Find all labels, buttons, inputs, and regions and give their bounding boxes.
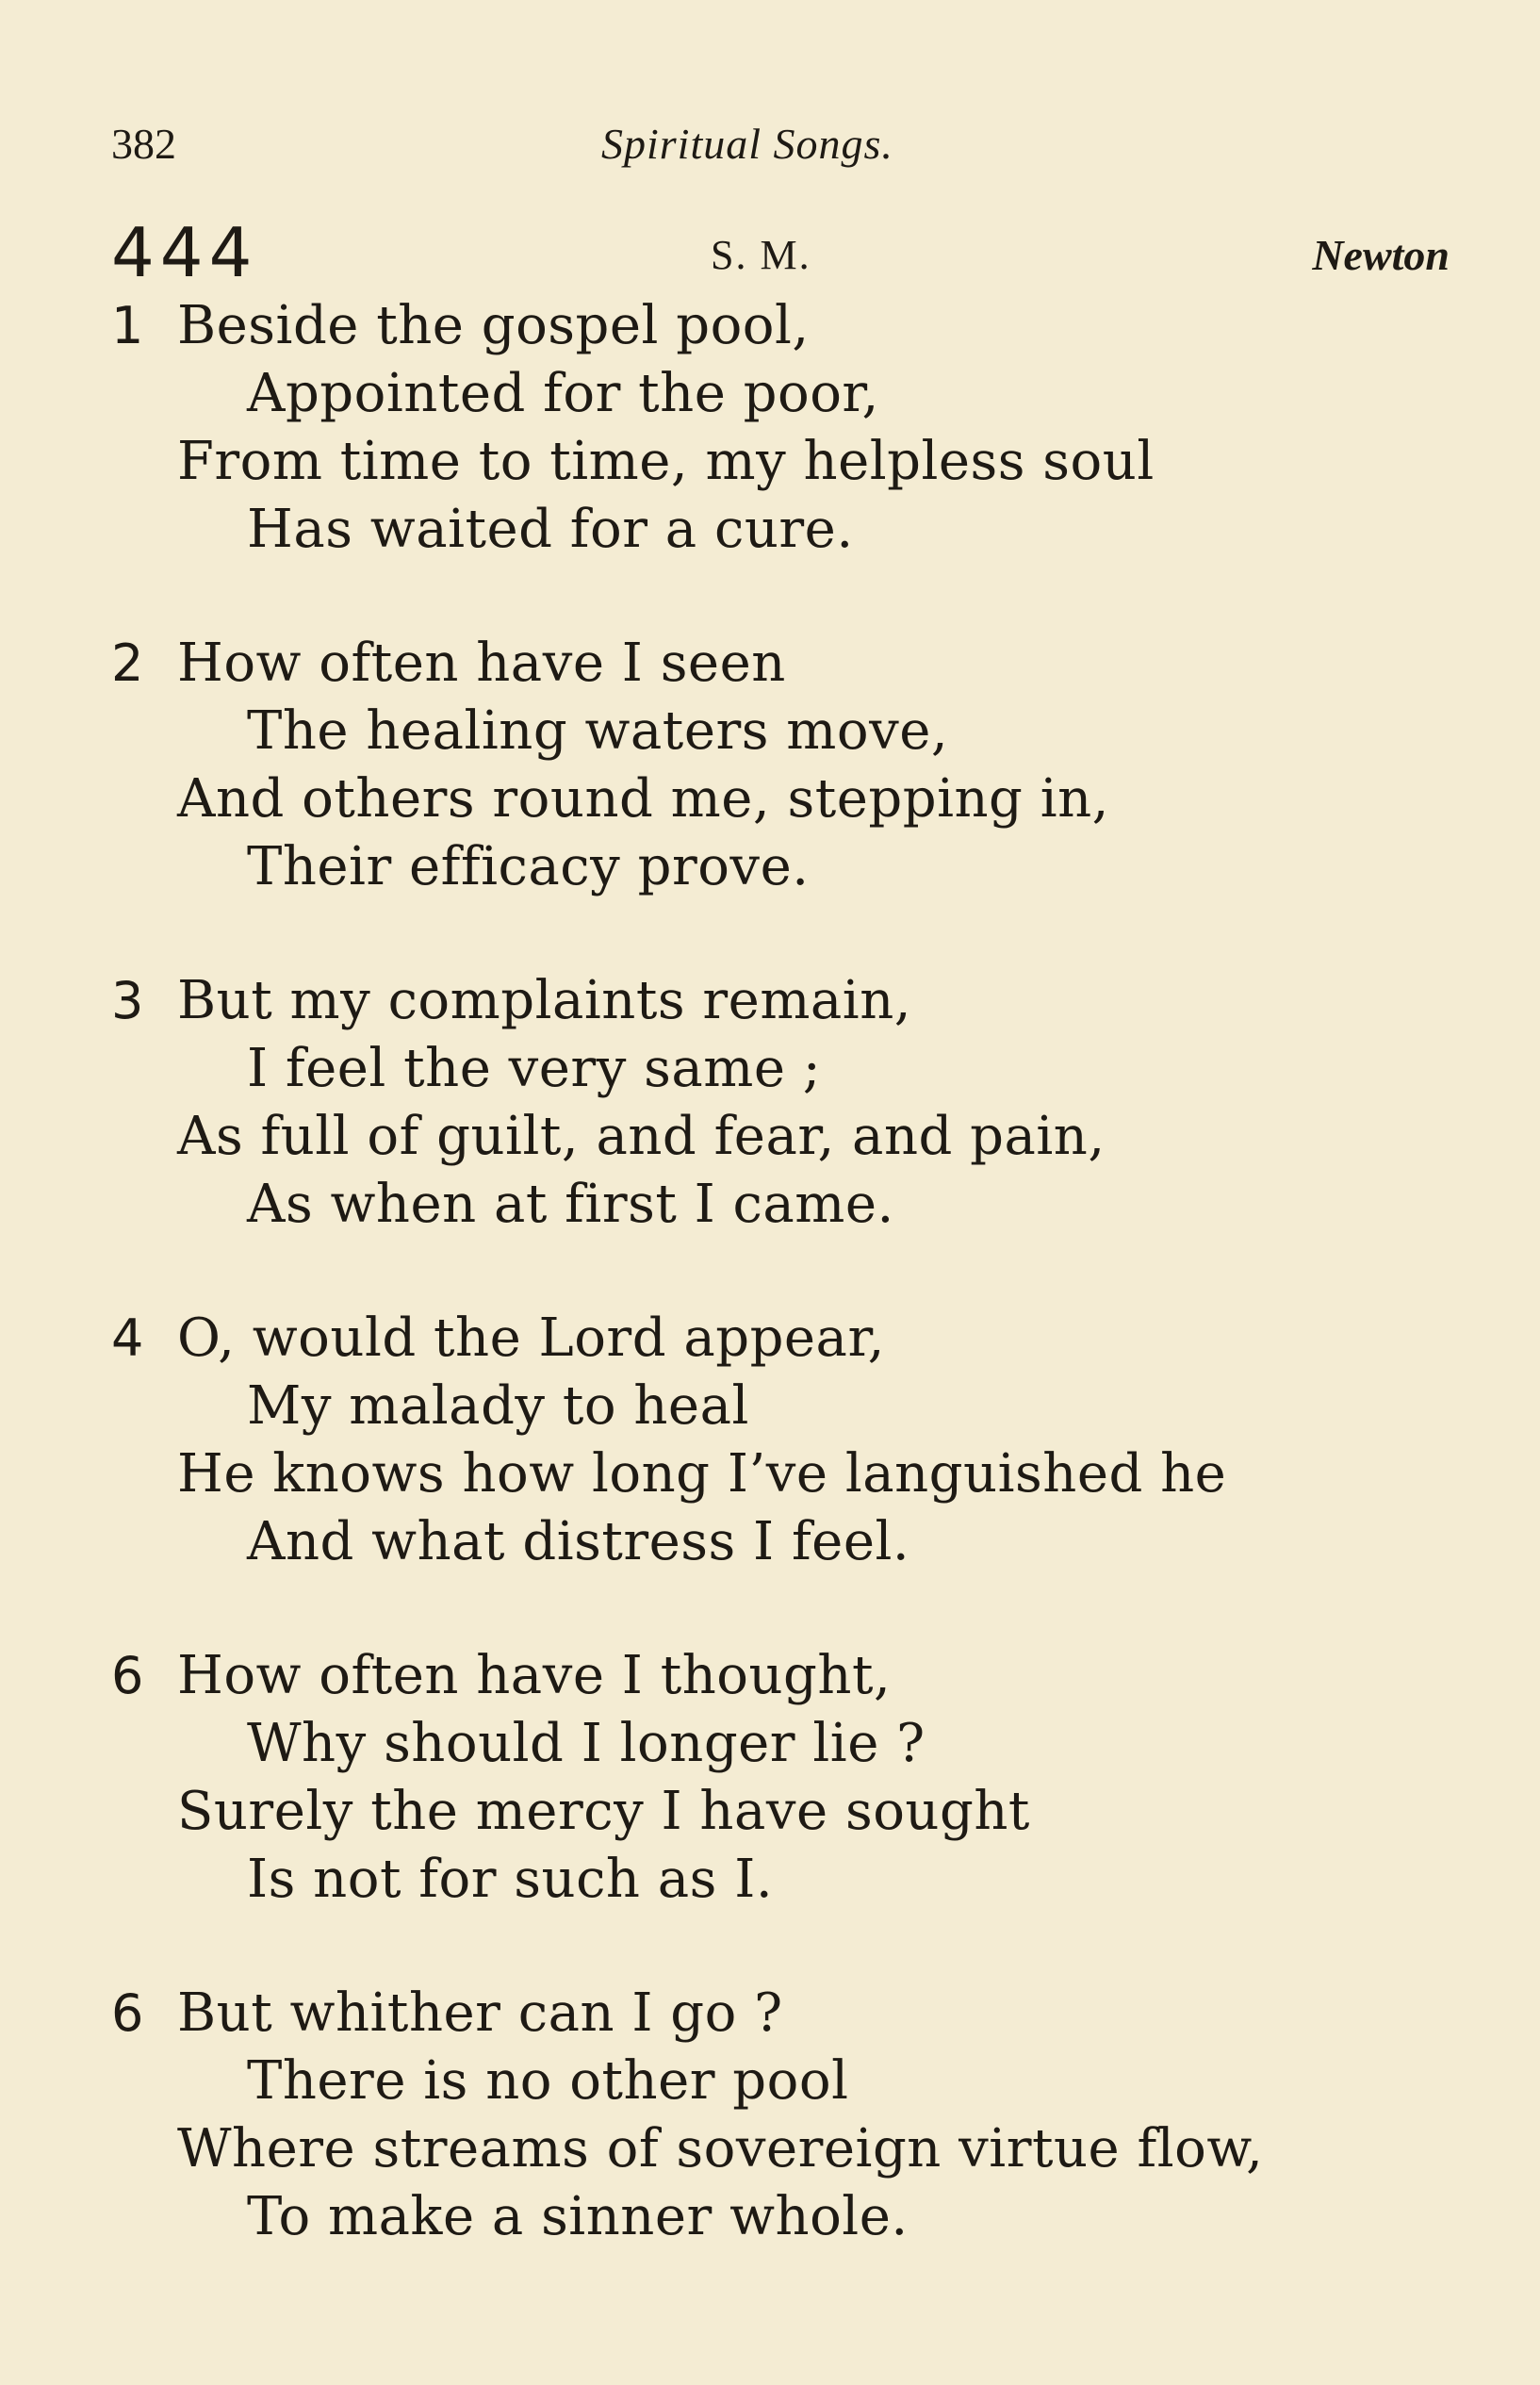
verse-line: Has waited for a cure. bbox=[247, 499, 854, 560]
verse-line: He knows how long I’ve languished he bbox=[177, 1443, 1227, 1505]
hymn-header bbox=[111, 215, 1450, 290]
verse-line: To make a sinner whole. bbox=[247, 2186, 909, 2247]
hymn-number: 444 bbox=[111, 213, 258, 292]
verse bbox=[111, 1305, 1450, 1574]
verse-line: And what distress I feel. bbox=[247, 1511, 910, 1572]
verse-number: 4 bbox=[111, 1308, 144, 1368]
verse bbox=[111, 292, 1450, 562]
verse-line: Why should I longer lie ? bbox=[247, 1713, 926, 1774]
verse-number: 1 bbox=[111, 296, 144, 355]
verse-number: 6 bbox=[111, 1646, 144, 1705]
verse-line: And others round me, stepping in, bbox=[177, 768, 1109, 830]
hymn-author: Newton bbox=[1312, 231, 1450, 279]
verses bbox=[111, 292, 1450, 2317]
verse-number: 3 bbox=[111, 971, 144, 1030]
verse-line: But whither can I go ? bbox=[177, 1982, 783, 2044]
verse-line: My malady to heal bbox=[247, 1375, 749, 1437]
verse-number: 6 bbox=[111, 1983, 144, 2043]
verse-line: Is not for such as I. bbox=[247, 1849, 774, 1910]
verse-line: Beside the gospel pool, bbox=[177, 295, 810, 356]
verse-line: How often have I seen bbox=[177, 633, 786, 694]
verse-line: There is no other pool bbox=[247, 2050, 849, 2112]
verse bbox=[111, 1642, 1450, 1912]
hymn-meter: S. M. bbox=[711, 232, 811, 278]
verse-line: As full of guilt, and fear, and pain, bbox=[177, 1106, 1106, 1167]
verse-line: How often have I thought, bbox=[177, 1645, 892, 1706]
verse-line: Their efficacy prove. bbox=[247, 836, 810, 897]
verse-line: I feel the very same ; bbox=[247, 1038, 822, 1099]
verse bbox=[111, 1980, 1450, 2249]
verse-line: Where streams of sovereign virtue flow, bbox=[177, 2118, 1264, 2179]
verse-number: 2 bbox=[111, 633, 144, 693]
verse bbox=[111, 630, 1450, 899]
verse-line: From time to time, my helpless soul bbox=[177, 431, 1155, 492]
page-number: 382 bbox=[111, 120, 176, 168]
verse-line: But my complaints remain, bbox=[177, 970, 912, 1031]
verse-line: As when at first I came. bbox=[247, 1174, 894, 1235]
running-head bbox=[111, 111, 1450, 177]
verse-line: Surely the mercy I have sought bbox=[177, 1781, 1030, 1842]
verse-line: O, would the Lord appear, bbox=[177, 1308, 885, 1369]
verse-line: The healing waters move, bbox=[247, 700, 949, 762]
running-title: Spiritual Songs. bbox=[601, 120, 893, 168]
verse bbox=[111, 967, 1450, 1237]
verse-line: Appointed for the poor, bbox=[247, 363, 879, 424]
